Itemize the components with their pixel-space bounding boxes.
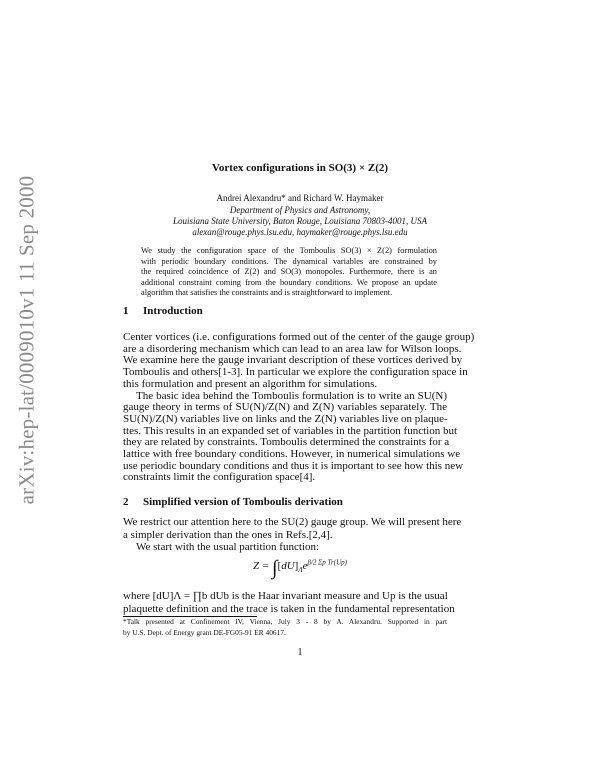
text-line: by U.S. Dept. of Energy grant DE-FG05-91 ER 40617. [123,628,286,637]
text-line: use periodic boundary conditions and thus it is important to see how this new [123,459,464,472]
partition-function-equation: $Z = \int[dU]_\Lambda e^{\beta/2 \Sigma p Tr(Up)}$ [253,557,347,579]
section-title: Introduction [143,305,203,317]
text-line: this formulation and present an algorithm for simulations. [123,377,378,390]
author-emails: alexan@rouge.phys.lsu.edu, haymaker@rouge.phys.lsu.edu [192,227,408,237]
arxiv-stamp: arXiv:hep-lat/0009010v1 11 Sep 2000 [14,175,39,505]
integral-sign: ∫ [272,557,278,579]
section-title: Simplified version of Tomboulis derivation [143,496,343,508]
section-heading-introduction [123,305,203,317]
text-line: a simpler derivation than the ones in Refs.[2,4]. [123,528,333,541]
text-line: are a disordering mechanism which can lead to an area law for Wilson loops. [123,342,462,355]
text-line: they are related by constraints. Tomboulis determined the constraints for a [123,436,450,449]
paper-title: Vortex configurations in SO(3) × Z(2) [211,162,389,174]
text-line: with periodic boundary conditions. The dynamical variables are constrained by [141,256,437,266]
text-line: Tomboulis and others[1-3]. In particular we explore the configuration space in [123,366,468,379]
section-number: 1 [123,305,129,317]
text-line: We start with the usual partition function: [136,541,320,554]
text-line: additional constraint coming from the boundary conditions. We propose an update [141,277,437,287]
text-line: *Talk presented at Confinement IV, Vienna, July 3 - 8 by A. Alexandru. Supported in part [123,617,447,626]
text-line: plaquette definition and the trace is taken in the fundamental representation [123,602,455,615]
section-heading-simplified [123,496,343,508]
section-number: 2 [123,496,129,508]
text-line: lattice with free boundary conditions. However, in numerical simulations we [123,448,461,460]
text-line: constraints limit the configuration space[4]. [123,471,316,484]
text-line: The basic idea behind the Tomboulis formulation is to write an SU(N) [136,389,447,402]
text-line: Center vortices (i.e. configurations formed out of the center of the gauge group) [123,331,475,343]
text-line: algorithm that satisfies the constraints and is straightforward to implement. [141,288,393,297]
author-institution: Louisiana State University, Baton Rouge, Louisiana 70803-4001, USA [173,216,427,226]
text-line: We study the configuration space of the Tomboulis SO(3) × Z(2) formulation [141,246,437,255]
eq-subscript: Λ [298,566,303,575]
text-line: SU(N)/Z(N) variables live on links and the Z(N) variables live on plaque- [123,412,448,425]
author-department: Department of Physics and Astronomy, [229,205,371,215]
text-line: gauge theory in terms of SU(N)/Z(N) and Z(N) variables separately. The [123,401,447,414]
eq-exp-base: e [302,560,308,572]
text-line: We examine here the gauge invariant description of these vortices derived by [123,354,463,367]
text-line: ttes. This results in an expanded set of variables in the partition function but [123,424,458,437]
text-line: where [dU]Λ = ∏b dUb is the Haar invariant measure and Up is the usual [123,590,448,602]
author-names: Andrei Alexandru* and Richard W. Haymaker [216,193,384,203]
eq-exponent: β/2 Σp Tr(Up) [307,558,347,567]
text-line: We restrict our attention here to the SU(2) gauge group. We will present here [123,516,462,528]
page-number: 1 [297,647,303,658]
text-line: the required coincidence of Z(2) and SO(3) monopoles. Furthermore, there is an [141,267,437,276]
eq-lhs: Z = [253,560,270,572]
